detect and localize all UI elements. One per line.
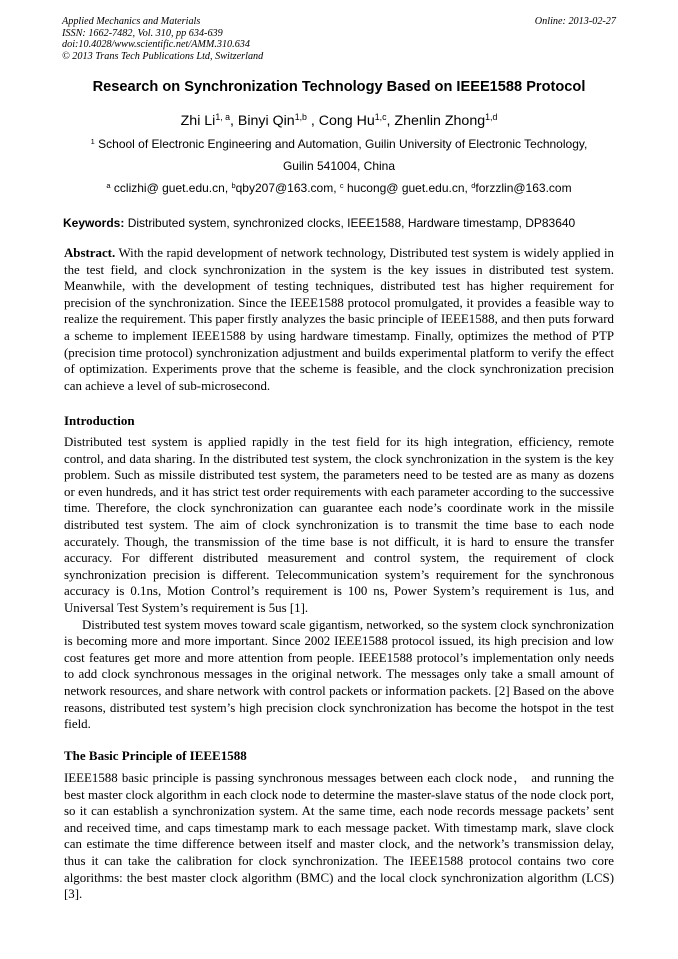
online-date: Online: 2013-02-27 [534,16,616,27]
paragraph: Distributed test system moves toward scale gigantism, networked, so the system clock synchronization is becoming more and more important. Since 2002 IEEE1588 protocol issued, its high precision and low cost features get more and more attention from people. IEEE1588 protocol’s implementation only needs to add clock synchronous messages in the original network. The messages only take a small amount of network resources, and share network with control packets or information packets. [2] Based on the above reasons, distributed test system’s high precision clock synchronization has become the hotspot in the test field. [64,617,614,732]
keywords [63,216,623,230]
affiliation-line-1 [30,137,648,151]
author-name: Zhenlin Zhong [394,113,486,129]
email-address[interactable]: hucong@ guet.edu.cn, [346,181,472,195]
author-separator: , [306,113,319,129]
basic-principle-body [64,770,614,903]
author-list [30,113,648,129]
author-name: Binyi Qin [237,113,295,129]
paragraph: Distributed test system is applied rapidly in the test field for its high integration, efficiency, remote control, and data sharing. In the distributed test system, the clock synchronization in the system is the key problem. Such as missile distributed test system, the parameters need to be tested are as many as dozens or even hundreds, and it has strict test order requirements with each parameter according to the successive time. Therefore, the clock synchronization can guarantee each node’s coordinate work in the missile distributed test system. The aim of clock synchronization is to transmit the time base to each node accurately. Though, the transmission of the time base is not difficult, it is hard to ensure the transfer accuracy. For different distributed measurement and control system, the requirement of clock synchronization precision is different. Telecommunication system’s requirement for the synchronous accuracy is 0.1ns, Motion Control’s requirement is 100 ns, Power System’s requirement is 1us, and Universal Test System’s requirement is 5us [1]. [64,435,614,615]
issn: ISSN: 1662-7482, Vol. 310, pp 634-639 [62,27,223,39]
email-address[interactable]: forzzlin@163.com [475,181,572,195]
email-address[interactable]: cclizhi@ guet.edu.cn, [113,181,232,195]
author-name: Cong Hu [318,113,375,129]
email-marker: c [339,180,344,190]
author-superscript: 1,d [485,112,498,123]
author-superscript: 1, a [215,112,231,123]
basic-principle-heading: The Basic Principle of IEEE1588 [64,748,247,763]
affiliation-line-2: Guilin 541004, China [282,159,396,173]
abstract [64,245,614,394]
email-marker: d [471,180,476,190]
abstract-label: Abstract. [64,246,116,260]
keywords-text: Distributed system, synchronized clocks, IEEE1588, Hardware timestamp, DP83640 [127,216,576,230]
email-list [30,181,648,195]
author-name: Zhi Li [180,113,216,129]
paragraph: IEEE1588 basic principle is passing synchronous messages between each clock node， and running the best master clock algorithm in each clock node to determine the master-slave status of the node clock port, so it can establish a synchronization system. At the same time, each node records message packets’ sent and received time, and caps timestamp mark to each message packet. With timestamp mark, slave clock can estimate the time difference between itself and master clock, and the network’s transmission delay, thus it can take the calibration for clock synchronization. The IEEE1588 protocol contains two core algorithms: the best master clock algorithm (BMC) and the local clock synchronization algorithm (LCS) [3]. [64,771,614,902]
affiliation-marker: 1 [90,136,95,146]
author-superscript: 1,b [294,112,307,123]
journal-metadata [62,16,263,62]
paper-title: Research on Synchronization Technology Based on IEEE1588 Protocol [92,79,586,95]
introduction-body [64,434,614,733]
abstract-text: With the rapid development of network technology, Distributed test system is widely applied in the test field, and clock synchronization in the system is the key issues in distributed test system. Meanwhile, with the development of testing techniques, distributed test has higher requirement for precision of the synchronization. Since the IEEE1588 protocol promulgated, it provides a feasible way to realize the requirement. This paper firstly analyzes the basic principle of IEEE1588, and then puts forward a scheme to implement IEEE1588 by using hardware timestamp. Finally, optimizes the method of PTP (precision time protocol) synchronization adjustment and builds experimental platform to verify the effect of optimization. Experiments prove that the scheme is feasible, and the clock synchronization precision can achieve a level of sub-microsecond. [64,246,614,393]
email-marker: b [231,180,236,190]
author-superscript: 1,c [374,112,387,123]
copyright: © 2013 Trans Tech Publications Ltd, Switzerland [62,50,264,62]
journal-name: Applied Mechanics and Materials [62,16,201,27]
affiliation-text: School of Electronic Engineering and Automation, Guilin University of Electronic Technology, [98,137,588,151]
doi: doi:10.4028/www.scientific.net/AMM.310.634 [62,39,250,51]
author-separator: , [230,113,238,129]
email-marker: a [106,180,111,190]
email-address[interactable]: qby207@163.com, [235,181,340,195]
keywords-label: Keywords: [63,216,125,230]
author-separator: , [386,113,395,129]
introduction-heading: Introduction [64,413,135,428]
